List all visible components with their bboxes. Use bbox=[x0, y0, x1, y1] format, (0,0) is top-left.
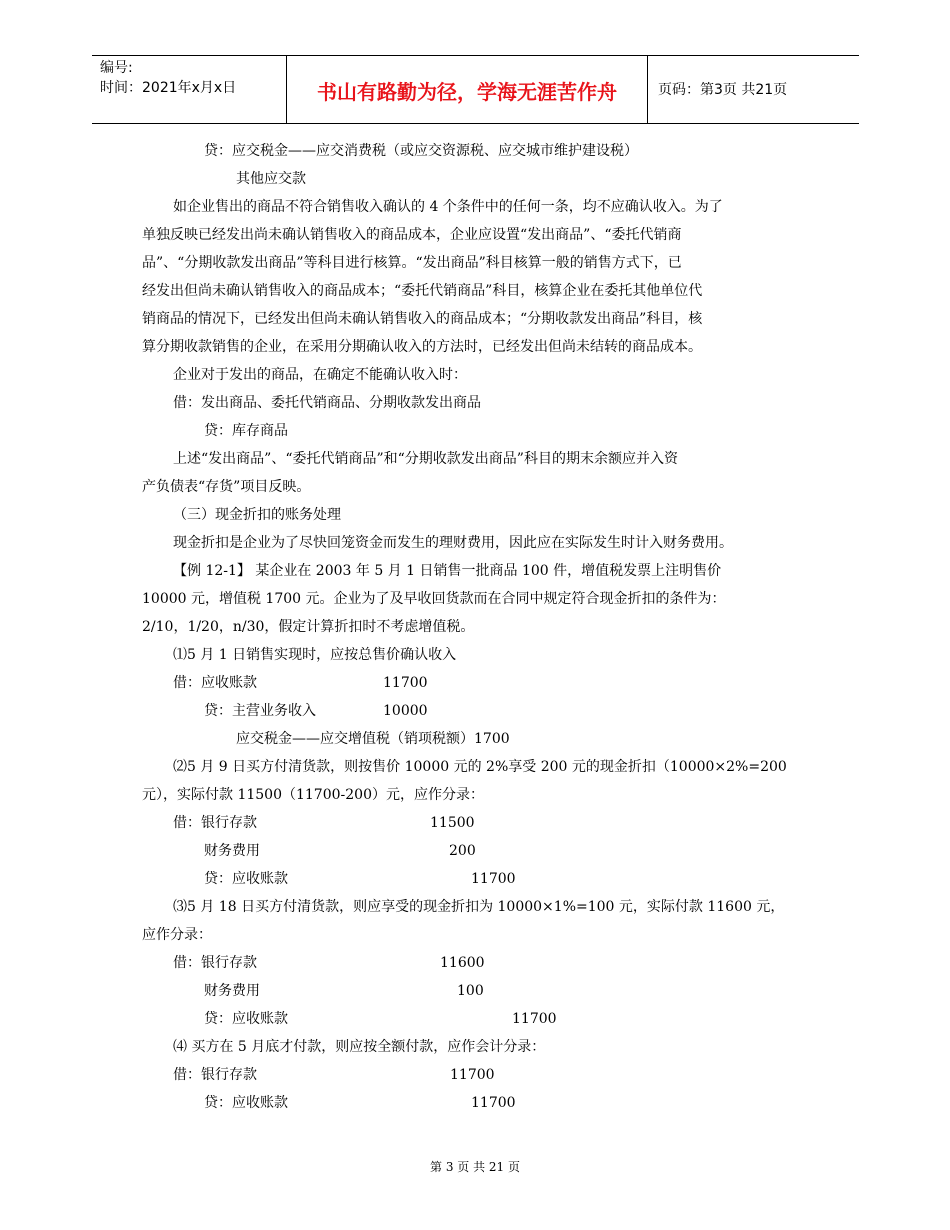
entry-label: 财务费用 bbox=[204, 843, 260, 859]
text-line: 产负债表“存货”项目反映。 bbox=[142, 479, 311, 495]
serial-label: 编号: bbox=[100, 60, 133, 76]
entry-label: 借：银行存款 bbox=[173, 815, 257, 831]
text-line: 2/10，1/20，n/30，假定计算折扣时不考虑增值税。 bbox=[142, 619, 475, 635]
text-line: 企业对于发出的商品，在确定不能确认收入时： bbox=[173, 367, 467, 383]
page-number-label: 页码：第3页 共21页 bbox=[658, 82, 788, 98]
text-line: 如企业售出的商品不符合销售收入确认的 4 个条件中的任何一条，均不应确认收入。为了 bbox=[173, 199, 723, 215]
text-line: 销商品的情况下，已经发出但尚未确认销售收入的商品成本；“分期收款发出商品”科目，核 bbox=[142, 311, 703, 327]
entry-label: 贷：应收账款 bbox=[204, 1095, 288, 1111]
entry-amount: 11700 bbox=[450, 1067, 495, 1083]
text-line: 10000 元，增值税 1700 元。企业为了及早收回货款而在合同中规定符合现金折扣的条件为： bbox=[142, 591, 726, 607]
entry-amount: 100 bbox=[457, 983, 484, 999]
entry-amount: 11700 bbox=[512, 1011, 557, 1027]
time-label: 时间：2021年x月x日 bbox=[100, 80, 237, 96]
text-line: ⑵5 月 9 日买方付清货款，则按售价 10000 元的 2%享受 200 元的现金折扣（10000×2%=200 bbox=[173, 759, 787, 775]
text-line: 其他应交款 bbox=[236, 171, 306, 187]
entry-label: 借：应收账款 bbox=[173, 675, 257, 691]
text-line: 单独反映已经发出尚未确认销售收入的商品成本，企业应设置“发出商品”、“委托代销商 bbox=[142, 227, 682, 243]
entry-label: 应交税金——应交增值税（销项税额）1700 bbox=[236, 731, 510, 747]
text-line: 经发出但尚未确认销售收入的商品成本；“委托代销商品”科目，核算企业在委托其他单位代 bbox=[142, 283, 703, 299]
entry-label: 财务费用 bbox=[204, 983, 260, 999]
text-line: 品”、“分期收款发出商品”等科目进行核算。“发出商品”科目核算一般的销售方式下，已 bbox=[142, 255, 682, 271]
entry-amount: 10000 bbox=[383, 703, 428, 719]
text-line: 借：发出商品、委托代销商品、分期收款发出商品 bbox=[173, 395, 481, 411]
page-footer: 第 3 页 共 21 页 bbox=[430, 1160, 520, 1174]
entry-label: 贷：应收账款 bbox=[204, 871, 288, 887]
text-line: 贷：应交税金——应交消费税（或应交资源税、应交城市维护建设税） bbox=[204, 143, 638, 159]
entry-amount: 11500 bbox=[430, 815, 475, 831]
text-line: 上述“发出商品”、“委托代销商品”和“分期收款发出商品”科目的期末余额应并入资 bbox=[173, 451, 678, 467]
entry-label: 贷：主营业务收入 bbox=[204, 703, 316, 719]
entry-amount: 11700 bbox=[471, 871, 516, 887]
entry-amount: 11700 bbox=[471, 1095, 516, 1111]
motto: 书山有路勤为径，学海无涯苦作舟 bbox=[317, 80, 617, 104]
header-motto-cell bbox=[286, 56, 648, 123]
entry-label: 贷：应收账款 bbox=[204, 1011, 288, 1027]
text-line: 现金折扣是企业为了尽快回笼资金而发生的理财费用，因此应在实际发生时计入财务费用。 bbox=[173, 535, 733, 551]
text-line: ⑷ 买方在 5 月底才付款，则应按全额付款，应作会计分录： bbox=[173, 1039, 546, 1055]
entry-amount: 11700 bbox=[383, 675, 428, 691]
entry-label: 借：银行存款 bbox=[173, 1067, 257, 1083]
text-line: 算分期收款销售的企业，在采用分期确认收入的方法时，已经发出但尚未结转的商品成本。 bbox=[142, 339, 702, 355]
header-meta bbox=[100, 58, 236, 98]
text-line: ⑴5 月 1 日销售实现时，应按总售价确认收入 bbox=[173, 647, 457, 663]
page-header bbox=[92, 55, 859, 124]
text-line: 贷：库存商品 bbox=[204, 423, 288, 439]
text-line: 应作分录： bbox=[142, 927, 212, 943]
text-line: ⑶5 月 18 日买方付清货款，则应享受的现金折扣为 10000×1%=100 元，实际付款 11600 元， bbox=[173, 899, 785, 915]
text-line: 元），实际付款 11500（11700-200）元，应作分录： bbox=[142, 787, 484, 803]
entry-label: 借：银行存款 bbox=[173, 955, 257, 971]
entry-amount: 200 bbox=[449, 843, 476, 859]
example-line: 【例 12-1】 某企业在 2003 年 5 月 1 日销售一批商品 100 件，增值税发票上注明售价 bbox=[173, 563, 722, 579]
entry-amount: 11600 bbox=[440, 955, 485, 971]
section-heading: （三）现金折扣的账务处理 bbox=[173, 507, 341, 523]
